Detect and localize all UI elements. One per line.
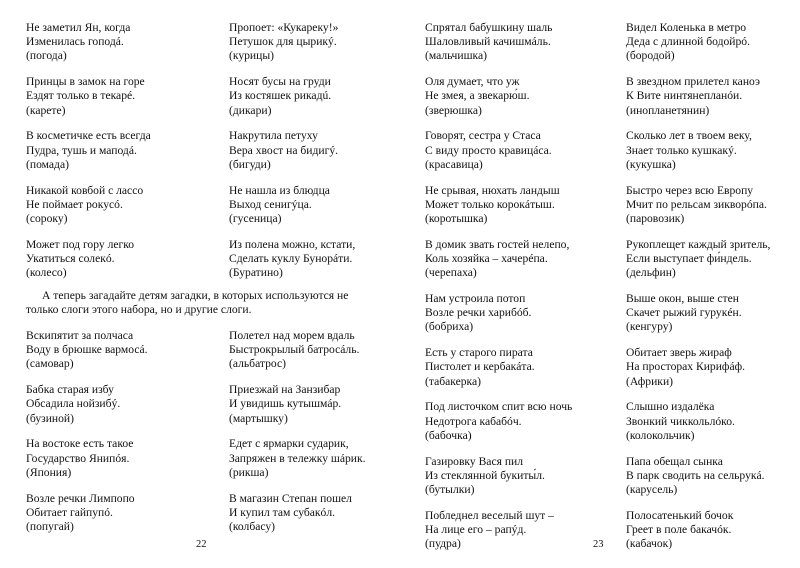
riddle — [26, 383, 206, 426]
riddle-line: Государство Янипóя. — [26, 451, 130, 465]
riddle — [26, 238, 206, 281]
left-page-column-1-lower — [26, 329, 206, 546]
riddle-line: К Вите нинтянепланóи. — [626, 89, 743, 103]
riddle-answer: (погода) — [26, 49, 67, 63]
riddle — [425, 292, 605, 335]
riddle-line: Шаловливый качишмáль. — [425, 35, 551, 49]
riddle-line: Звонкий чиккольлóко. — [626, 414, 735, 428]
riddle-answer: (бабочка) — [425, 428, 472, 442]
riddle-answer: (табакерка) — [425, 374, 482, 388]
riddle-answer: (коротышка) — [425, 212, 488, 226]
riddle-line: Греет в поле бакачóк. — [626, 523, 732, 537]
riddle-line: В магазин Степан пошел — [229, 491, 352, 505]
right-page — [400, 0, 800, 568]
riddle — [26, 75, 206, 118]
riddle — [626, 129, 800, 172]
right-page-column-2 — [626, 21, 800, 563]
riddle — [26, 329, 206, 372]
riddle-line: Не заметил Ян, когда — [26, 21, 131, 34]
riddle-line: Пропоет: «Кукареку!» — [229, 21, 339, 34]
riddle-line: Из костяшек рикадú. — [229, 89, 332, 103]
riddle-line: Выше окон, выше стен — [626, 292, 739, 306]
left-page-column-2-lower — [229, 329, 409, 546]
riddle — [626, 509, 800, 552]
riddle-answer: (кенгуру) — [626, 320, 673, 334]
riddle-line: В домик звать гостей нелепо, — [425, 237, 570, 251]
riddle-line: Запряжен в тележку шáрик. — [229, 451, 366, 465]
riddle-answer: (альбатрос) — [229, 357, 287, 371]
riddle-answer: (бутылки) — [425, 483, 475, 497]
riddle — [26, 492, 206, 535]
riddle-line: Побледнел веселый шут – — [425, 508, 554, 522]
riddle — [229, 129, 409, 172]
riddle-line: Пистолет и кербакáта. — [425, 360, 535, 374]
riddle-answer: (сороку) — [26, 212, 68, 226]
riddle-line: Под листочком спит всю ночь — [425, 400, 573, 414]
riddle-line: Папа обещал сынка — [626, 454, 723, 468]
riddle — [229, 75, 409, 118]
riddle — [425, 75, 605, 118]
page-number-left: 22 — [196, 539, 207, 550]
riddle-line: Газировку Вася пил — [425, 454, 524, 468]
riddle-line: Полосатенький бочок — [626, 508, 734, 522]
riddle-answer: (бородой) — [626, 49, 675, 63]
riddle — [425, 21, 605, 64]
riddle-line: В косметичке есть всегда — [26, 129, 151, 143]
intro-paragraph: А теперь загадайте детям загадки, в которых используются не только слоги этого набора, но и другие слоги. — [26, 289, 349, 317]
riddle-line: Недотрога кабабóч. — [425, 414, 522, 428]
riddle-line: Сделать куклу Бунорáти. — [229, 252, 353, 266]
riddle-line: Если выступает фи́ндель. — [626, 252, 752, 266]
riddle-line: Коль хозяйка – хачерéпа. — [425, 252, 548, 266]
riddle-line: Едет с ярмарки сударик, — [229, 437, 349, 451]
riddle-line: Слышно издалёка — [626, 400, 715, 414]
riddle-line: Бабка старая избу — [26, 383, 114, 397]
riddle-line: Говорят, сестра у Стаса — [425, 129, 541, 143]
riddle — [425, 346, 605, 389]
riddle-line: Выход сенигýца. — [229, 197, 312, 211]
riddle-line: Видел Коленька в метро — [626, 21, 747, 34]
riddle — [26, 437, 206, 480]
riddle-answer: (Буратино) — [229, 266, 283, 280]
riddle-line: Может под гору легко — [26, 237, 135, 251]
riddle-line: Обитает гайпупó. — [26, 505, 113, 519]
riddle-line: Принцы в замок на горе — [26, 75, 145, 89]
riddle-line: Обитает зверь жираф — [626, 346, 732, 360]
riddle — [229, 21, 409, 64]
riddle-answer: (дикари) — [229, 103, 272, 117]
riddle-answer: (самовар) — [26, 357, 74, 371]
page-number-right: 23 — [593, 539, 604, 550]
riddle-line: Оля думает, что уж — [425, 75, 520, 89]
riddle-line: Приезжай на Занзибар — [229, 383, 341, 397]
riddle-answer: (колбасу) — [229, 520, 276, 534]
riddle-answer: (зверюшка) — [425, 103, 482, 117]
riddle-line: Обсадила нойзибý. — [26, 397, 121, 411]
riddle — [626, 292, 800, 335]
riddle-line: Знает только кушкакý. — [626, 143, 737, 157]
riddle-line: Сколько лет в твоем веку, — [626, 129, 752, 143]
riddle-line: Есть у старого пирата — [425, 346, 533, 360]
riddle — [626, 400, 800, 443]
riddle-line: На востоке есть такое — [26, 437, 134, 451]
riddle-answer: (рикша) — [229, 465, 269, 479]
riddle — [229, 437, 409, 480]
riddle-answer: (бобриха) — [425, 320, 474, 334]
riddle-line: Укатиться солекó. — [26, 252, 115, 266]
left-page-column-2 — [229, 21, 409, 292]
riddle — [626, 238, 800, 281]
riddle-line: С виду просто кравицáса. — [425, 143, 552, 157]
riddle — [229, 383, 409, 426]
riddle-answer: (карете) — [26, 103, 66, 117]
riddle — [626, 21, 800, 64]
riddle-answer: (попугай) — [26, 520, 74, 534]
riddle-answer: (мальчишка) — [425, 49, 487, 63]
riddle-line: Воду в брюшке вармосá. — [26, 343, 148, 357]
riddle-line: Носят бусы на груди — [229, 75, 331, 89]
riddle — [626, 346, 800, 389]
riddle-answer: (мартышку) — [229, 411, 288, 425]
riddle-answer: (колокольчик) — [626, 428, 695, 442]
riddle-line: Мчит по рельсам зикворóпа. — [626, 197, 767, 211]
riddle-line: Не змея, а звекарю́ш. — [425, 89, 530, 103]
riddle-line: Вера хвост на бидигý. — [229, 143, 339, 157]
riddle — [425, 238, 605, 281]
riddle-line: И купил там субакóл. — [229, 505, 336, 519]
riddle — [229, 238, 409, 281]
riddle-line: В парк сводить на сельрукá. — [626, 468, 765, 482]
riddle — [626, 455, 800, 498]
riddle-answer: (пудра) — [425, 537, 461, 551]
riddle — [425, 184, 605, 227]
riddle-answer: (помада) — [26, 157, 69, 171]
riddle — [425, 400, 605, 443]
riddle-answer: (инопланетянин) — [626, 103, 710, 117]
riddle-line: Нам устроила потоп — [425, 292, 526, 306]
riddle-answer: (Япония) — [26, 465, 72, 479]
riddle-line: Не срывая, нюхать ландыш — [425, 183, 560, 197]
riddle-line: Петушок для цырикý. — [229, 35, 337, 49]
riddle-line: Скачет рыжий гурукéн. — [626, 306, 742, 320]
riddle-line: Возле речки Лимпопо — [26, 491, 135, 505]
riddle — [26, 184, 206, 227]
riddle-answer: (карусель) — [626, 483, 678, 497]
riddle-line: Не нашла из блюдца — [229, 183, 330, 197]
riddle — [425, 129, 605, 172]
riddle — [229, 184, 409, 227]
riddle-answer: (дельфин) — [626, 266, 676, 280]
left-page-column-1 — [26, 21, 206, 292]
riddle-line: Может только корокáтыш. — [425, 197, 555, 211]
riddle — [26, 21, 206, 64]
riddle-answer: (бигуди) — [229, 157, 271, 171]
riddle-answer: (бузиной) — [26, 411, 74, 425]
riddle-line: На просторах Кирифáф. — [626, 360, 746, 374]
riddle — [626, 184, 800, 227]
riddle — [626, 75, 800, 118]
riddle — [425, 455, 605, 498]
riddle-line: Полетел над морем вдаль — [229, 329, 355, 342]
riddle-line: Быстрокрылый батросáль. — [229, 343, 360, 357]
right-page-column-1 — [425, 21, 605, 563]
riddle-line: Из стеклянной букиты́л. — [425, 468, 545, 482]
riddle-line: Не поймает рокусó. — [26, 197, 123, 211]
riddle-line: Возле речки харибóб. — [425, 306, 532, 320]
riddle-line: Быстро через всю Европу — [626, 183, 754, 197]
riddle-line: В звездном прилетел каноэ — [626, 75, 760, 89]
riddle-answer: (паровозик) — [626, 212, 685, 226]
riddle-answer: (черепаха) — [425, 266, 477, 280]
riddle-line: На лице его – рапýд. — [425, 523, 527, 537]
riddle-line: Спрятал бабушкину шаль — [425, 21, 553, 34]
riddle-line: И увидишь кутышмáр. — [229, 397, 342, 411]
riddle-line: Ездят только в текарé. — [26, 89, 136, 103]
riddle — [229, 492, 409, 535]
riddle-line: Пудра, тушь и маподá. — [26, 143, 137, 157]
riddle-line: Изменилась гоподá. — [26, 35, 124, 49]
riddle — [26, 129, 206, 172]
riddle-answer: (кабачок) — [626, 537, 673, 551]
riddle-line: Вскипятит за полчаса — [26, 329, 134, 342]
riddle-answer: (кукушка) — [626, 157, 676, 171]
riddle-answer: (Африки) — [626, 374, 674, 388]
riddle-line: Никакой ковбой с лассо — [26, 183, 144, 197]
riddle-line: Рукоплещет каждый зритель, — [626, 237, 771, 251]
riddle-line: Из полена можно, кстати, — [229, 237, 356, 251]
riddle-answer: (колесо) — [26, 266, 67, 280]
riddle-answer: (гусеница) — [229, 212, 282, 226]
riddle-line: Деда с длинной бодойрó. — [626, 35, 750, 49]
riddle-answer: (красавица) — [425, 157, 483, 171]
riddle — [425, 509, 605, 552]
riddle-answer: (курицы) — [229, 49, 274, 63]
riddle-line: Накрутила петуху — [229, 129, 318, 143]
riddle — [229, 329, 409, 372]
